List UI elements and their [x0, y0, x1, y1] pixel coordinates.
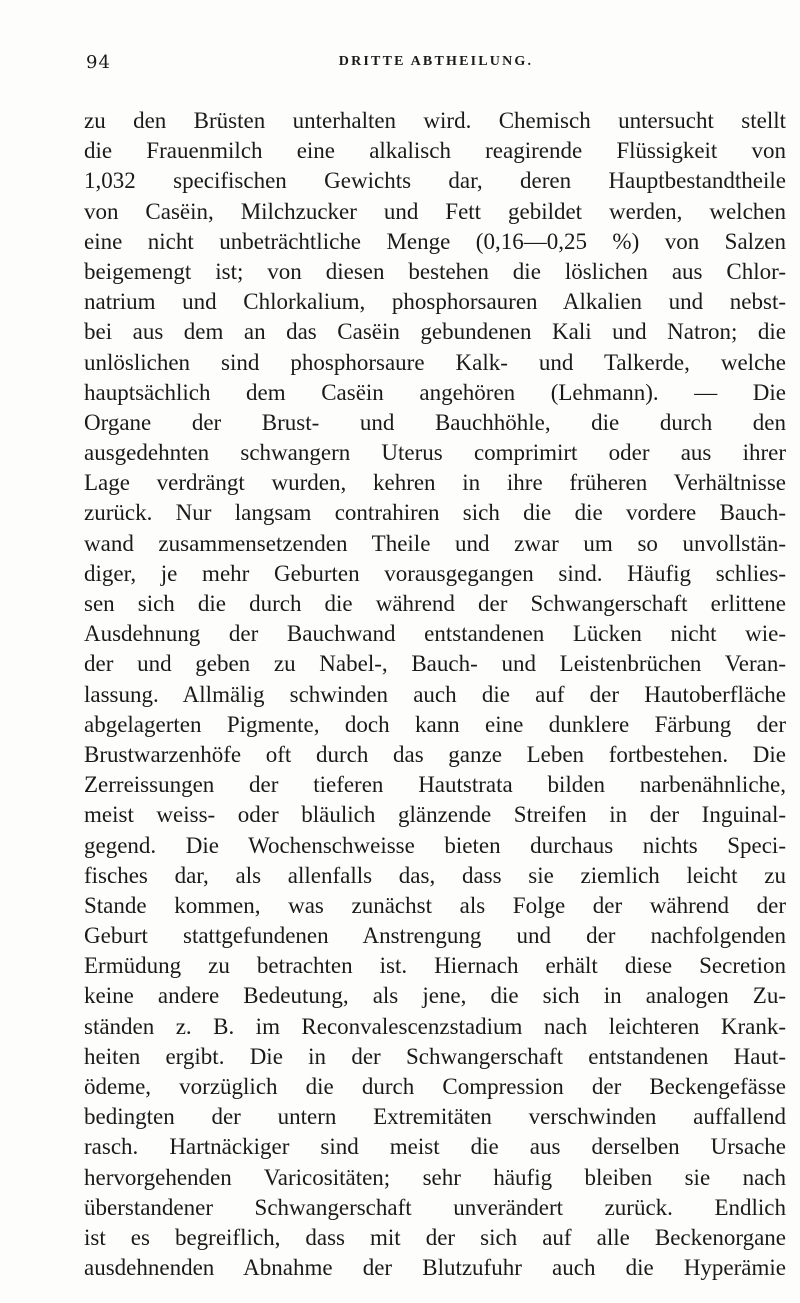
text-line: ödeme, vorzüglich die durch Compression der Beckengefässe	[84, 1074, 786, 1099]
text-line: ist es begreiflich, dass mit der sich auf alle Beckenorgane	[84, 1224, 786, 1250]
text-line: lassung. Allmälig schwinden auch die auf der Hautoberfläche	[84, 681, 786, 707]
text-line: meist weiss- oder bläulich glänzende Streifen in der Inguinal-	[84, 802, 786, 828]
text-line: natrium und Chlorkalium, phosphorsauren Alkalien und nebst-	[84, 289, 786, 315]
text-line: ausgedehnten schwangern Uterus comprimirt oder aus ihrer	[84, 440, 786, 466]
text-line: ständen z. B. im Reconvalescenzstadium nach leichteren Krank-	[84, 1013, 786, 1039]
text-line: bei aus dem an das Casëin gebundenen Kali und Natron; die	[84, 319, 786, 345]
text-line: hervorgehenden Varicositäten; sehr häufig bleiben sie nach	[84, 1164, 786, 1190]
text-line: diger, je mehr Geburten vorausgegangen sind. Häufig schlies-	[84, 560, 786, 586]
text-line: Lage verdrängt wurden, kehren in ihre früheren Verhältnisse	[84, 470, 786, 496]
section-title: DRITTE ABTHEILUNG.	[338, 54, 534, 69]
body-text	[84, 106, 786, 1283]
text-line: ausdehnenden Abnahme der Blutzufuhr auch die Hyperämie	[84, 1255, 786, 1281]
text-line: beigemengt ist; von diesen bestehen die löslichen aus Chlor-	[84, 258, 786, 284]
text-line: von Casëin, Milchzucker und Fett gebildet werden, welchen	[84, 198, 786, 224]
text-line: keine andere Bedeutung, als jene, die sich in analogen Zu-	[84, 983, 786, 1009]
text-line: sen sich die durch die während der Schwangerschaft erlittene	[84, 591, 786, 616]
text-line: die Frauenmilch eine alkalisch reagirende Flüssigkeit von	[84, 138, 786, 164]
text-line: eine nicht unbeträchtliche Menge (0,16—0,25 %) von Salzen	[84, 228, 786, 254]
text-line: Stande kommen, was zunächst als Folge der während der	[84, 892, 786, 918]
text-line: überstandener Schwangerschaft unverändert zurück. Endlich	[84, 1194, 786, 1220]
text-line: Geburt stattgefundenen Anstrengung und der nachfolgenden	[84, 923, 786, 949]
text-line: abgelagerten Pigmente, doch kann eine dunklere Färbung der	[84, 711, 786, 737]
text-line: zu den Brüsten unterhalten wird. Chemisch untersucht stellt	[84, 108, 786, 133]
text-line: der und geben zu Nabel-, Bauch- und Leistenbrüchen Veran-	[84, 651, 786, 677]
page-number: 94	[86, 52, 111, 73]
text-line: fisches dar, als allenfalls das, dass sie ziemlich leicht zu	[84, 862, 786, 888]
text-line: gegend. Die Wochenschweisse bieten durchaus nichts Speci-	[84, 832, 786, 858]
text-line: Ermüdung zu betrachten ist. Hiernach erhält diese Secretion	[84, 953, 786, 979]
text-line: Brustwarzenhöfe oft durch das ganze Leben fortbestehen. Die	[84, 741, 786, 767]
text-line: Ausdehnung der Bauchwand entstandenen Lücken nicht wie-	[84, 621, 786, 647]
running-head	[86, 52, 786, 76]
text-line: 1,032 specifischen Gewichts dar, deren Hauptbestandtheile	[84, 168, 786, 194]
text-line: wand zusammensetzenden Theile und zwar um so unvollstän-	[84, 530, 786, 556]
text-line: rasch. Hartnäckiger sind meist die aus derselben Ursache	[84, 1134, 786, 1160]
text-line: bedingten der untern Extremitäten verschwinden auffallend	[84, 1104, 786, 1130]
text-line: hauptsächlich dem Casëin angehören (Lehmann). — Die	[84, 379, 786, 405]
text-line: unlöslichen sind phosphorsaure Kalk- und Talkerde, welche	[84, 349, 786, 375]
text-line: Zerreissungen der tieferen Hautstrata bilden narbenähnliche,	[84, 772, 786, 798]
text-line: Organe der Brust- und Bauchhöhle, die durch den	[84, 409, 786, 435]
text-line: zurück. Nur langsam contrahiren sich die die vordere Bauch-	[84, 500, 786, 526]
text-line: heiten ergibt. Die in der Schwangerschaft entstandenen Haut-	[84, 1043, 786, 1069]
